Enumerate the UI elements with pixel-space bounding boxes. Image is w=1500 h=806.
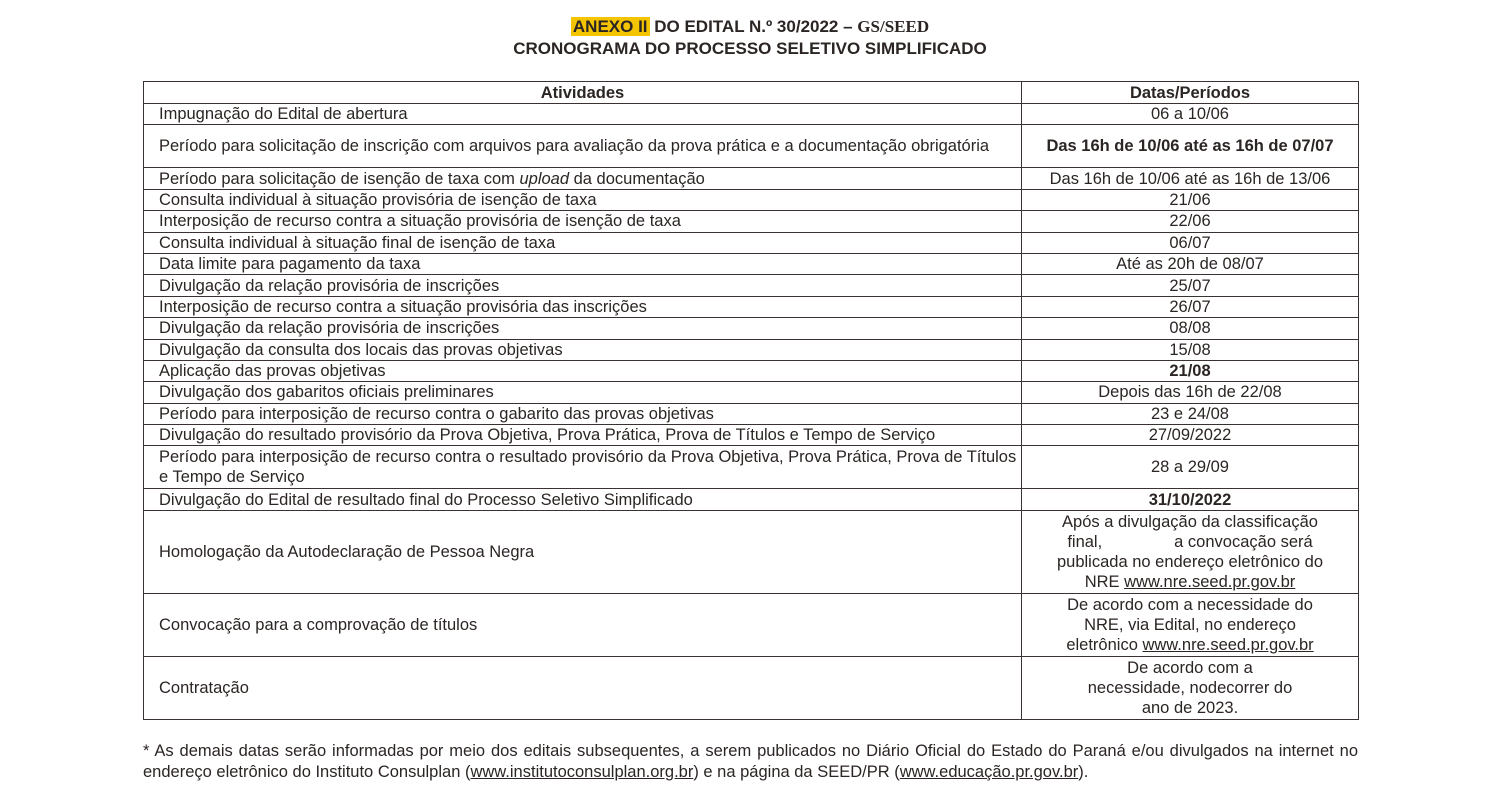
date-cell: 08/08 <box>1022 318 1359 339</box>
seed-link[interactable]: www.educação.pr.gov.br <box>899 763 1079 781</box>
footnote-text: ). <box>1078 763 1089 781</box>
date-cell: 21/08 <box>1022 360 1359 381</box>
table-row <box>144 168 1359 189</box>
table-row <box>144 339 1359 360</box>
document-header <box>0 16 1500 60</box>
schedule-table <box>143 81 1359 720</box>
date-line: Após a divulgação da classificação <box>1062 512 1318 531</box>
table-row <box>144 656 1359 719</box>
activity-cell: Período para interposição de recurso contra o resultado provisório da Prova Objetiva, Prova Prática, Prova de Títulos e Tempo de Serviço <box>144 446 1022 489</box>
edital-org: GS/SEED <box>857 17 930 36</box>
date-cell: 26/07 <box>1022 296 1359 317</box>
activity-cell: Impugnação do Edital de abertura <box>144 104 1022 125</box>
footnote <box>143 741 1358 783</box>
activity-cell: Período para solicitação de inscrição com arquivos para avaliação da prova prática e a documentação obrigatória <box>144 125 1022 168</box>
date-text: eletrônico <box>1066 635 1143 654</box>
footnote-text: * As demais datas serão informadas por meio dos editais subsequentes, a serem publicados no Diário Oficial do Estado do Paraná e/ou divulgados na internet no endereço eletrônico do Instituto Consulplan ( <box>143 742 1358 781</box>
date-cell: 21/06 <box>1022 189 1359 210</box>
table-row <box>144 382 1359 403</box>
date-cell: 06 a 10/06 <box>1022 104 1359 125</box>
table-row <box>144 318 1359 339</box>
activity-cell <box>144 168 1022 189</box>
date-cell <box>1022 510 1359 593</box>
date-cell: 27/09/2022 <box>1022 425 1359 446</box>
date-line <box>1026 572 1354 592</box>
edital-number: DO EDITAL N.º 30/2022 – <box>649 17 858 36</box>
date-line: ano de 2023. <box>1141 698 1239 717</box>
activity-cell: Período para interposição de recurso contra o gabarito das provas objetivas <box>144 403 1022 424</box>
table-row <box>144 189 1359 210</box>
activity-emphasis: upload <box>519 169 570 188</box>
date-line: necessidade, nodecorrer do <box>1087 678 1293 697</box>
table-row <box>144 125 1359 168</box>
date-text: final, <box>1067 532 1103 551</box>
date-cell: 25/07 <box>1022 275 1359 296</box>
table-row <box>144 593 1359 656</box>
activity-cell: Divulgação da relação provisória de inscrições <box>144 318 1022 339</box>
date-line <box>1026 635 1354 655</box>
activity-cell: Divulgação da relação provisória de inscrições <box>144 275 1022 296</box>
date-line: publicada no endereço eletrônico do <box>1056 552 1324 571</box>
date-cell <box>1022 656 1359 719</box>
date-line: De acordo com a necessidade do <box>1067 595 1313 614</box>
date-cell: 06/07 <box>1022 232 1359 253</box>
date-line <box>1026 532 1354 552</box>
table-row <box>144 489 1359 510</box>
date-line: NRE, via Edital, no endereço <box>1084 615 1296 634</box>
annex-title <box>0 16 1500 38</box>
activity-cell: Interposição de recurso contra a situação provisória de isenção de taxa <box>144 211 1022 232</box>
table-row <box>144 360 1359 381</box>
date-cell: 22/06 <box>1022 211 1359 232</box>
consulplan-link[interactable]: www.institutoconsulplan.org.br <box>470 763 694 781</box>
activity-cell: Divulgação dos gabaritos oficiais preliminares <box>144 382 1022 403</box>
dates-header: Datas/Períodos <box>1022 82 1359 104</box>
table-row <box>144 510 1359 593</box>
date-cell: 31/10/2022 <box>1022 489 1359 510</box>
table-row <box>144 232 1359 253</box>
nre-link[interactable]: www.nre.seed.pr.gov.br <box>1124 572 1296 591</box>
activity-cell: Consulta individual à situação provisória de isenção de taxa <box>144 189 1022 210</box>
date-text: a convocação será <box>1174 532 1313 551</box>
activity-cell: Divulgação da consulta dos locais das provas objetivas <box>144 339 1022 360</box>
date-cell: 28 a 29/09 <box>1022 446 1359 489</box>
table-row <box>144 403 1359 424</box>
activity-cell: Interposição de recurso contra a situação provisória das inscrições <box>144 296 1022 317</box>
table-row <box>144 211 1359 232</box>
date-cell: Das 16h de 10/06 até as 16h de 13/06 <box>1022 168 1359 189</box>
date-cell <box>1022 593 1359 656</box>
activity-text: da documentação <box>569 169 705 188</box>
activity-cell: Aplicação das provas objetivas <box>144 360 1022 381</box>
activity-cell: Divulgação do resultado provisório da Prova Objetiva, Prova Prática, Prova de Títulos e Tempo de Serviço <box>144 425 1022 446</box>
nre-link[interactable]: www.nre.seed.pr.gov.br <box>1142 635 1314 654</box>
table-row <box>144 446 1359 489</box>
date-cell: Depois das 16h de 22/08 <box>1022 382 1359 403</box>
table-header-row <box>144 82 1359 104</box>
date-cell: Das 16h de 10/06 até as 16h de 07/07 <box>1022 125 1359 168</box>
date-cell: 23 e 24/08 <box>1022 403 1359 424</box>
schedule-subtitle: CRONOGRAMA DO PROCESSO SELETIVO SIMPLIFICADO <box>513 39 987 58</box>
table-row <box>144 296 1359 317</box>
annex-highlight: ANEXO II <box>572 17 648 36</box>
table-row <box>144 275 1359 296</box>
date-cell: Até as 20h de 08/07 <box>1022 253 1359 274</box>
activity-cell: Data limite para pagamento da taxa <box>144 253 1022 274</box>
activity-cell: Convocação para a comprovação de títulos <box>144 593 1022 656</box>
activity-cell: Consulta individual à situação final de isenção de taxa <box>144 232 1022 253</box>
date-cell: 15/08 <box>1022 339 1359 360</box>
date-text: NRE <box>1084 572 1125 591</box>
table-row <box>144 253 1359 274</box>
footnote-text: ) e na página da SEED/PR ( <box>693 763 900 781</box>
activity-cell: Homologação da Autodeclaração de Pessoa Negra <box>144 510 1022 593</box>
table-row <box>144 104 1359 125</box>
activity-cell: Contratação <box>144 656 1022 719</box>
activity-text: Período para solicitação de isenção de taxa com <box>159 169 520 188</box>
table-row <box>144 425 1359 446</box>
date-line: De acordo com a <box>1127 658 1253 677</box>
activity-cell: Divulgação do Edital de resultado final do Processo Seletivo Simplificado <box>144 489 1022 510</box>
activities-header: Atividades <box>144 82 1022 104</box>
